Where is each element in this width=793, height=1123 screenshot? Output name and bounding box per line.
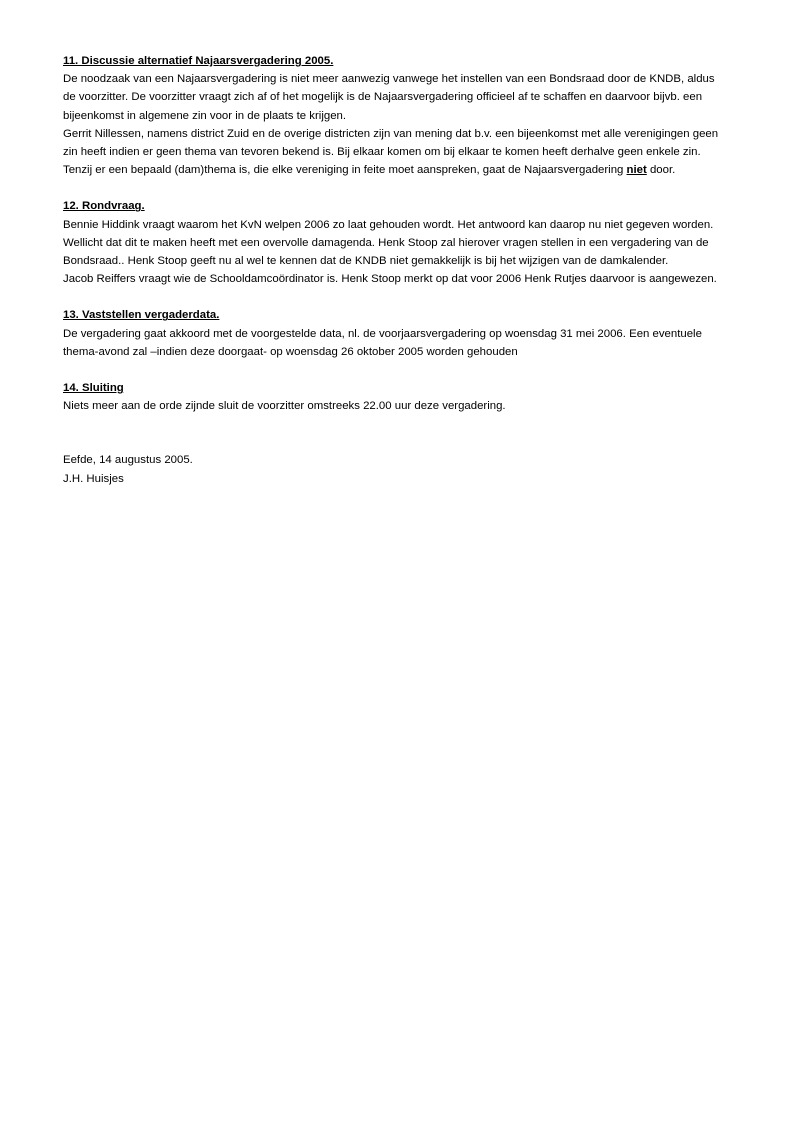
section-11-paragraph-2-text: Gerrit Nillessen, namens district Zuid en de overige districten zijn van mening dat b.v. een bijeenkomst met alle verenigingen geen zin heeft indien er geen thema van tevoren bekend is. Bij elkaar komen om bij elkaar te komen heeft derhalve geen enkele zin. Tenzij er een bepaald (dam)thema is, die elke vereniging in feite moet aanspreken, gaat de Najaarsvergadering [63, 127, 719, 177]
section-14-heading: 14. Sluiting [63, 382, 124, 395]
section-11 [63, 52, 730, 179]
section-12-paragraph-1: Bennie Hiddink vraagt waarom het KvN welpen 2006 zo laat gehouden wordt. Het antwoord kan daarop nu niet gegeven worden. Wellicht dat dit te maken heeft met een overvolle damagenda. Henk Stoop zal hierover vragen stellen in een vergadering van de Bondsraad.. Henk Stoop geeft nu al wel te kennen dat de KNDB niet gemakkelijk is bij het wijzigen van de damkalender. [63, 218, 714, 268]
signature-block [63, 451, 730, 487]
section-11-heading: 11. Discussie alternatief Najaarsvergadering 2005. [63, 55, 334, 67]
section-12 [63, 197, 730, 288]
section-13-paragraph-1: De vergadering gaat akkoord met de voorgestelde data, nl. de voorjaarsvergadering op woensdag 31 mei 2006. Een eventuele thema-avond zal –indien deze doorgaat- op woensdag 26 oktober 2005 worden gehouden [63, 327, 702, 358]
section-13 [63, 306, 730, 361]
section-12-paragraph-2: Jacob Reiffers vraagt wie de Schooldamcoördinator is. Henk Stoop merkt op dat voor 2006 Henk Rutjes daarvoor is aangewezen. [63, 273, 717, 286]
signature-place-date: Eefde, 14 augustus 2005. [63, 454, 193, 467]
signature-name: J.H. Huisjes [63, 472, 124, 485]
section-13-heading: 13. Vaststellen vergaderdata. [63, 309, 220, 322]
section-14 [63, 379, 730, 415]
document-body [63, 52, 730, 488]
section-11-emphasis-niet: niet [626, 164, 647, 177]
section-12-heading: 12. Rondvraag. [63, 200, 145, 213]
section-11-paragraph-2 [63, 125, 730, 180]
section-11-paragraph-1: De noodzaak van een Najaarsvergadering is niet meer aanwezig vanwege het instellen van een Bondsraad door de KNDB, aldus de voorzitter. De voorzitter vraagt zich af of het mogelijk is de Najaarsvergadering officieel af te schaffen en daarvoor bijvb. een bijeenkomst in algemene zin voor in de plaats te krijgen. [63, 73, 715, 122]
section-14-paragraph-1: Niets meer aan de orde zijnde sluit de voorzitter omstreeks 22.00 uur deze vergadering. [63, 400, 506, 413]
section-11-paragraph-2-tail: door. [646, 164, 676, 177]
